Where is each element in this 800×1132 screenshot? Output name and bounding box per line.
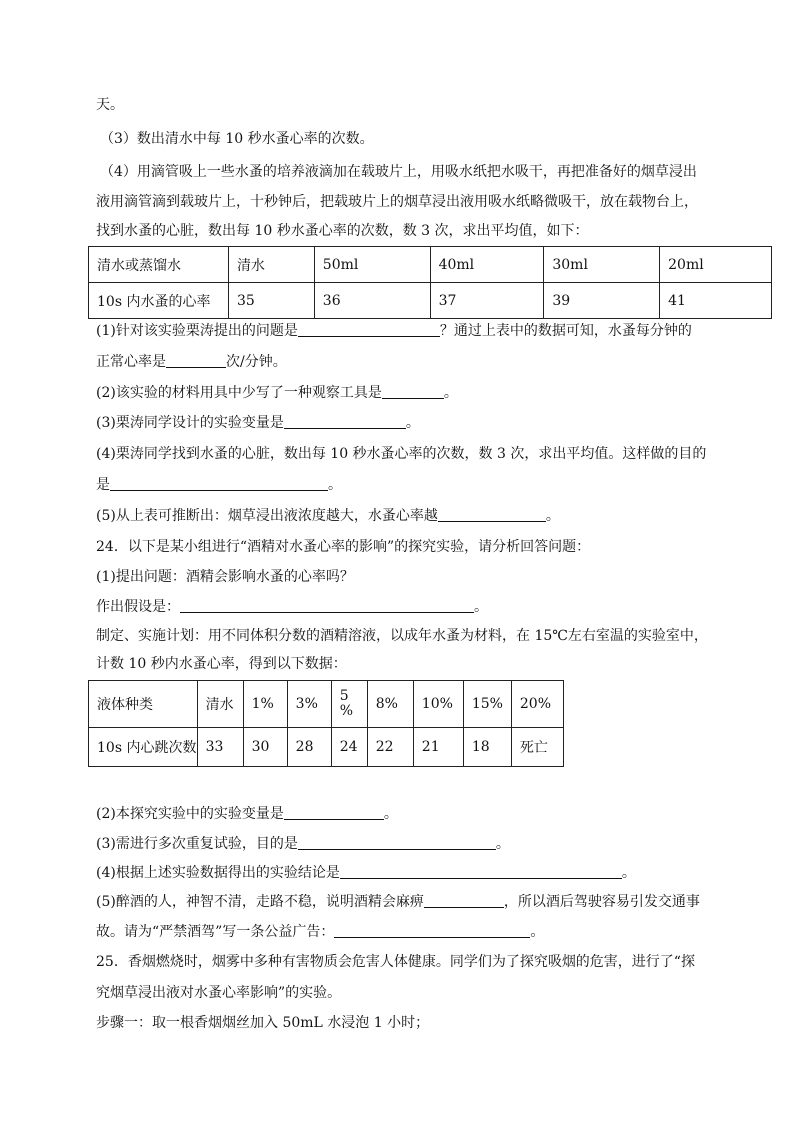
line-text: 故。请为“严禁酒驾”写一条公益广告： <box>96 924 335 940</box>
table-cell: 1% <box>243 681 287 728</box>
question-24-4 <box>96 864 636 882</box>
line-text: 25．香烟燃烧时，烟雾中多种有害物质会危害人体健康。同学们为了探究吸烟的危害，进行了“探 <box>96 954 695 970</box>
line-text: (2)本探究实验中的实验变量是 <box>96 806 284 822</box>
step-3 <box>100 130 374 148</box>
table-cell: 清水 <box>228 247 314 283</box>
table-cell: 21 <box>413 728 463 767</box>
table-cell: 33 <box>197 728 243 767</box>
line-text: 。 <box>621 865 636 881</box>
line-text: ？通过上表中的数据可知，水蚤每分钟的 <box>439 323 692 339</box>
question-25 <box>96 953 695 971</box>
question-1-cont <box>96 353 287 371</box>
line-text: 24．以下是某小组进行“酒精对水蚤心率的影响”的探究实验，请分析回答问题： <box>96 539 591 555</box>
question-2 <box>96 384 458 402</box>
answer-blank[interactable] <box>180 598 474 613</box>
line-text: 。 <box>545 508 560 524</box>
line-text: ，所以酒后驾驶容易引发交通事 <box>503 894 700 910</box>
line-text: (1)针对该实验栗涛提出的问题是 <box>96 323 298 339</box>
question-4 <box>96 445 706 463</box>
table-cell: 清水 <box>197 681 243 728</box>
answer-blank[interactable] <box>424 893 504 908</box>
line-text: (5)醉酒的人，神智不清，走路不稳，说明酒精会麻痹 <box>96 894 424 910</box>
question-4-cont <box>96 476 342 494</box>
line-text: 液用滴管滴到载玻片上，十秒钟后，把载玻片上的烟草浸出液用吸水纸略微吸干，放在载物台上， <box>96 194 698 210</box>
line-text: 找到水蚤的心脏，数出每 10 秒水蚤心率的次数，数 3 次，求出平均值，如下： <box>96 223 589 239</box>
table-cell: 22 <box>367 728 413 767</box>
question-24 <box>96 538 590 556</box>
table-row <box>89 681 564 728</box>
answer-blank[interactable] <box>382 384 444 399</box>
question-24-3 <box>96 835 510 853</box>
line-text: 。 <box>530 924 545 940</box>
table-cell: 10s 内心跳次数 <box>89 728 198 767</box>
table-cell: 20% <box>511 681 563 728</box>
answer-blank[interactable] <box>438 507 546 522</box>
plan-line <box>96 627 708 645</box>
table-cell: 40ml <box>430 247 544 283</box>
line-text: 步骤一：取一根香烟烟丝加入 50mL 水浸泡 1 小时； <box>96 1015 430 1031</box>
question-24-5 <box>96 893 700 911</box>
line-text: 。 <box>495 836 510 852</box>
answer-blank[interactable] <box>284 805 384 820</box>
table-cell: 18 <box>463 728 511 767</box>
line-text: 。 <box>405 415 420 431</box>
cell-text-bottom: % <box>339 703 354 719</box>
line-text: 。 <box>328 477 342 493</box>
answer-blank[interactable] <box>298 322 440 337</box>
question-24-5-cont <box>96 923 544 941</box>
table-cell: 液体种类 <box>89 681 198 728</box>
step-4 <box>100 163 697 181</box>
line-text: (4)根据上述实验数据得出的实验结论是 <box>96 865 340 881</box>
question-3 <box>96 414 420 432</box>
line-text: (1)提出问题：酒精会影响水蚤的心率吗？ <box>96 569 354 585</box>
answer-blank[interactable] <box>166 353 226 368</box>
line-text: 是 <box>96 477 110 493</box>
table-cell <box>331 681 367 728</box>
text-line <box>96 96 124 114</box>
line-text: 。 <box>474 599 488 615</box>
question-1 <box>96 322 692 340</box>
table-row <box>89 247 772 283</box>
table-row <box>89 283 772 319</box>
heart-rate-table-2 <box>88 680 564 767</box>
line-text: (3)栗涛同学设计的实验变量是 <box>96 415 284 431</box>
table-cell: 15% <box>463 681 511 728</box>
question-24-1 <box>96 568 354 586</box>
question-25-cont <box>96 984 341 1002</box>
line-text: 作出假设是： <box>96 599 180 615</box>
line-text: (4)栗涛同学找到水蚤的心脏，数出每 10 秒水蚤心率的次数，数 3 次，求出平均值。这样做的目的 <box>96 446 707 462</box>
table-cell: 30ml <box>544 247 660 283</box>
table-cell: 28 <box>287 728 331 767</box>
table-cell: 30 <box>243 728 287 767</box>
line-text: 天。 <box>96 97 124 113</box>
answer-blank[interactable] <box>284 414 406 429</box>
answer-blank[interactable] <box>298 835 496 850</box>
table-row <box>89 728 564 767</box>
table-cell: 3% <box>287 681 331 728</box>
line-text: （4）用滴管吸上一些水蚤的培养液滴加在载玻片上，用吸水纸把水吸干，再把准备好的烟草浸出 <box>100 164 697 180</box>
table-cell: 24 <box>331 728 367 767</box>
line-text: 。 <box>383 806 398 822</box>
table-cell: 36 <box>314 283 430 319</box>
question-24-2 <box>96 805 398 823</box>
text-line <box>96 193 698 211</box>
line-text: (5)从上表可推断出：烟草浸出液浓度越大，水蚤心率越 <box>96 508 438 524</box>
table-cell: 10s 内水蚤的心率 <box>89 283 229 319</box>
answer-blank[interactable] <box>334 923 530 938</box>
line-text: 究烟草浸出液对水蚤心率影响”的实验。 <box>96 985 342 1001</box>
table-cell: 10% <box>413 681 463 728</box>
step-1 <box>96 1014 429 1032</box>
line-text: 次/分钟。 <box>226 354 287 370</box>
heart-rate-table-1 <box>88 246 772 319</box>
table-cell: 41 <box>660 283 772 319</box>
answer-blank[interactable] <box>340 864 622 879</box>
table-cell: 35 <box>228 283 314 319</box>
table-cell: 清水或蒸馏水 <box>89 247 229 283</box>
table-cell: 39 <box>544 283 660 319</box>
line-text: 计数 10 秒内水蚤心率，得到以下数据： <box>96 656 347 672</box>
cell-text-top: 5 <box>339 688 349 704</box>
table-cell: 37 <box>430 283 544 319</box>
line-text: (2)该实验的材料用具中少写了一种观察工具是 <box>96 385 382 401</box>
line-text: 制定、实施计划：用不同体积分数的酒精溶液，以成年水蚤为材料，在 15℃左右室温的实验室中， <box>96 628 708 644</box>
line-text: 。 <box>443 385 458 401</box>
line-text: （3）数出清水中每 10 秒水蚤心率的次数。 <box>100 131 374 147</box>
line-text: 正常心率是 <box>96 354 166 370</box>
question-5 <box>96 507 560 525</box>
table-cell: 死亡 <box>511 728 563 767</box>
table-cell: 50ml <box>314 247 430 283</box>
line-text: (3)需进行多次重复试验，目的是 <box>96 836 298 852</box>
table-cell: 20ml <box>660 247 772 283</box>
answer-blank[interactable] <box>110 476 328 491</box>
table-cell: 8% <box>367 681 413 728</box>
hypothesis <box>96 598 488 616</box>
plan-line <box>96 655 347 673</box>
text-line <box>96 222 589 240</box>
